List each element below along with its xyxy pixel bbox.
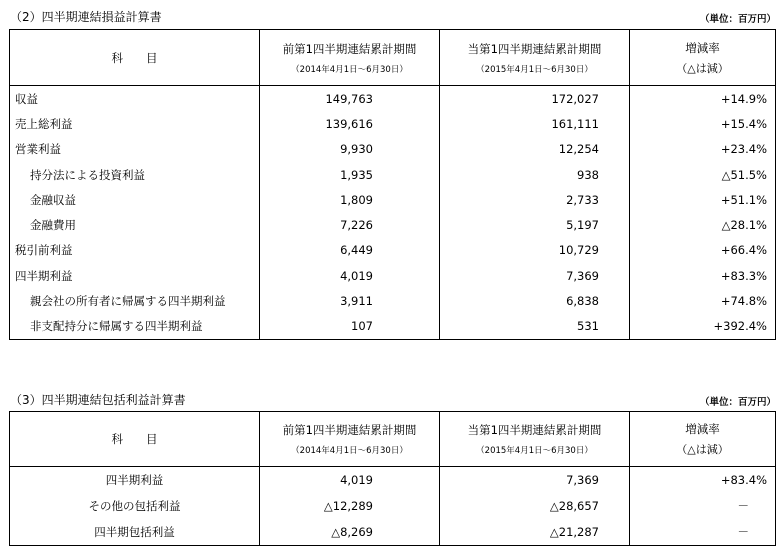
row-curr-value: 7,369 xyxy=(440,263,630,288)
row-prev-value: 107 xyxy=(260,314,440,340)
row-curr-value: 172,027 xyxy=(440,86,630,112)
row-curr-value: 5,197 xyxy=(440,212,630,237)
header-prev-period-label: 前第1四半期連結累計期間 xyxy=(282,423,417,437)
row-label: 持分法による投資利益 xyxy=(10,162,260,187)
table-row xyxy=(10,162,776,187)
header-curr-period-label: 当第1四半期連結累計期間 xyxy=(467,423,602,437)
table-row xyxy=(10,238,776,263)
table-row xyxy=(10,137,776,162)
row-label: 税引前利益 xyxy=(10,238,260,263)
row-change-value: +23.4% xyxy=(630,137,776,162)
header-change-label: 増減率 xyxy=(685,40,720,55)
row-prev-value: 7,226 xyxy=(260,212,440,237)
row-prev-value: 1,935 xyxy=(260,162,440,187)
row-curr-value: 7,369 xyxy=(440,467,630,494)
row-label: 親会社の所有者に帰属する四半期利益 xyxy=(10,288,260,313)
row-label: 収益 xyxy=(10,86,260,112)
row-prev-value: △8,269 xyxy=(260,519,440,546)
table-row xyxy=(10,187,776,212)
table-row xyxy=(10,467,776,494)
header-curr-period-label: 当第1四半期連結累計期間 xyxy=(467,41,602,56)
comprehensive-income-table xyxy=(9,411,776,546)
header-change-note: （△は減） xyxy=(676,443,729,456)
income-statement-table xyxy=(9,29,776,340)
header-curr-period xyxy=(440,30,630,86)
row-prev-value: 139,616 xyxy=(260,111,440,136)
row-change-value: △28.1% xyxy=(630,212,776,237)
section-title-income-statement: （2）四半期連結損益計算書 xyxy=(10,10,162,24)
row-change-value: +51.1% xyxy=(630,187,776,212)
table-row xyxy=(10,288,776,313)
row-change-value: +66.4% xyxy=(630,238,776,263)
table-row xyxy=(10,212,776,237)
row-change-value: +14.9% xyxy=(630,86,776,112)
unit-label: （単位：百万円） xyxy=(699,397,776,408)
row-prev-value: 6,449 xyxy=(260,238,440,263)
row-prev-value: 4,019 xyxy=(260,263,440,288)
header-prev-range: （2014年4月1日～6月30日） xyxy=(291,64,408,75)
row-curr-value: 531 xyxy=(440,314,630,340)
row-change-value: － xyxy=(630,493,776,519)
table-row xyxy=(10,493,776,519)
row-prev-value: 1,809 xyxy=(260,187,440,212)
row-label: 非支配持分に帰属する四半期利益 xyxy=(10,314,260,340)
header-change-note: （△は減） xyxy=(676,61,729,75)
row-prev-value: 149,763 xyxy=(260,86,440,112)
section-title-comprehensive-income: （3）四半期連結包括利益計算書 xyxy=(10,393,186,407)
row-label: 売上総利益 xyxy=(10,111,260,136)
unit-label: （単位：百万円） xyxy=(699,14,776,25)
row-curr-value: △21,287 xyxy=(440,519,630,546)
table-row xyxy=(10,111,776,136)
row-change-value: +15.4% xyxy=(630,111,776,136)
row-prev-value: 9,930 xyxy=(260,137,440,162)
header-curr-range: （2015年4月1日～6月30日） xyxy=(476,446,593,456)
row-curr-value: 938 xyxy=(440,162,630,187)
row-change-value: － xyxy=(630,519,776,546)
row-label: 四半期利益 xyxy=(10,467,260,494)
row-change-value: +83.3% xyxy=(630,263,776,288)
row-label: その他の包括利益 xyxy=(10,493,260,519)
row-curr-value: 161,111 xyxy=(440,111,630,136)
row-change-value: +74.8% xyxy=(630,288,776,313)
row-change-value: △51.5% xyxy=(630,162,776,187)
row-change-value: +392.4% xyxy=(630,314,776,340)
header-subject: 科 目 xyxy=(10,412,260,467)
row-label: 金融費用 xyxy=(10,212,260,237)
row-change-value: +83.4% xyxy=(630,467,776,494)
row-label: 四半期包括利益 xyxy=(10,519,260,546)
table-row xyxy=(10,263,776,288)
table-row xyxy=(10,519,776,546)
row-label: 四半期利益 xyxy=(10,263,260,288)
row-curr-value: 6,838 xyxy=(440,288,630,313)
header-curr-range: （2015年4月1日～6月30日） xyxy=(476,64,593,75)
table-row xyxy=(10,314,776,340)
row-curr-value: 12,254 xyxy=(440,137,630,162)
row-prev-value: △12,289 xyxy=(260,493,440,519)
header-prev-period xyxy=(260,30,440,86)
row-curr-value: △28,657 xyxy=(440,493,630,519)
row-curr-value: 10,729 xyxy=(440,238,630,263)
header-prev-period xyxy=(260,412,440,467)
table-row xyxy=(10,86,776,112)
header-subject: 科 目 xyxy=(10,30,260,86)
row-prev-value: 4,019 xyxy=(260,467,440,494)
row-curr-value: 2,733 xyxy=(440,187,630,212)
header-change-label: 増減率 xyxy=(685,422,720,436)
row-label: 営業利益 xyxy=(10,137,260,162)
header-curr-period xyxy=(440,412,630,467)
row-label: 金融収益 xyxy=(10,187,260,212)
header-prev-range: （2014年4月1日～6月30日） xyxy=(291,446,408,456)
header-change xyxy=(630,30,776,86)
header-prev-period-label: 前第1四半期連結累計期間 xyxy=(282,41,417,56)
header-change xyxy=(630,412,776,467)
row-prev-value: 3,911 xyxy=(260,288,440,313)
